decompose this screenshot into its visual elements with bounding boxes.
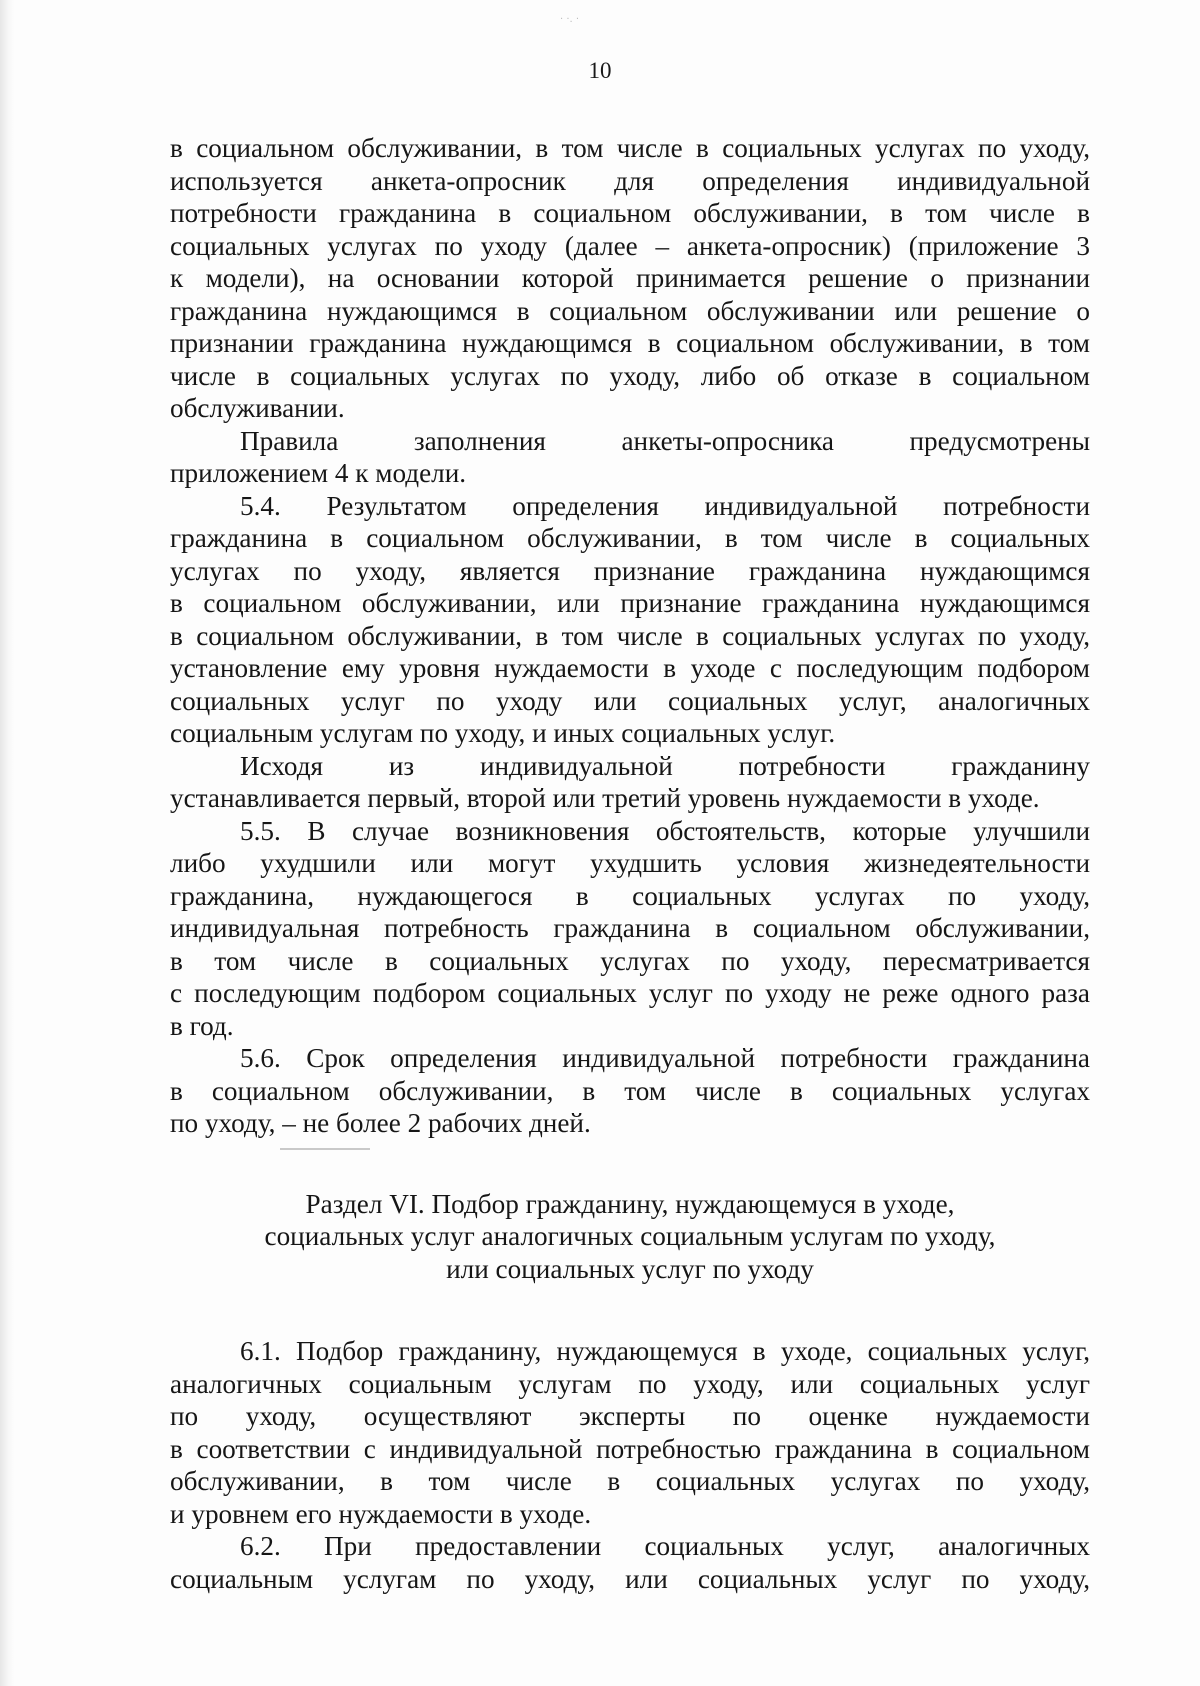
text-line: либо ухудшили или могут ухудшить условия жизнедеятельности [170,848,1090,878]
text-line: в соответствии с индивидуальной потребностью гражданина в социальном [170,1433,1090,1464]
scan-specks: · ·. · [560,14,580,25]
text-line: индивидуальная потребность гражданина в социальном обслуживании, [170,913,1090,943]
text-line: социальным услугам по уходу, и иных социальных услуг. [170,718,836,748]
paragraph-6-2 [170,1530,1090,1595]
text-line: используется анкета-опросник для определения индивидуальной [170,165,1090,196]
page-number: 10 [588,58,612,83]
text-line: гражданина, нуждающегося в социальных услугах по уходу, [170,880,1090,911]
text-line: услугах по уходу, является признание гражданина нуждающимся [170,555,1090,586]
text-line: социальным услугам по уходу, или социальных услуг по уходу, [170,1563,1090,1594]
scan-edge-shadow [0,0,14,1686]
heading-line: или социальных услуг по уходу [446,1253,814,1284]
scan-mark [280,1148,370,1150]
text-line: приложением 4 к модели. [170,458,467,488]
text-line: обслуживании. [170,393,345,423]
text-line: в год. [170,1010,234,1041]
paragraph-rules [170,425,1090,490]
text-line: числе в социальных услугах по уходу, либо об отказе в социальном [170,360,1090,391]
text-line: социальных услугах по уходу (далее – анкета-опросник) (приложение 3 [170,230,1090,261]
text-line: гражданина в социальном обслуживании, в том числе в социальных [170,523,1090,553]
heading-line: социальных услуг аналогичных социальным услугам по уходу, [264,1221,996,1251]
section-heading [170,1188,1090,1286]
text-line: 5.4. Результатом определения индивидуальной потребности [240,490,1090,521]
paragraph-continuation [170,132,1090,425]
text-line: потребности гражданина в социальном обслуживании, в том числе в [170,198,1090,228]
text-line: в социальном обслуживании, или признание гражданина нуждающимся [170,588,1090,618]
text-line: в социальном обслуживании, в том числе в социальных услугах [170,1075,1090,1106]
text-line: 6.1. Подбор гражданину, нуждающемуся в уходе, социальных услуг, [240,1336,1090,1366]
text-line: с последующим подбором социальных услуг по уходу не реже одного раза [170,978,1090,1008]
text-line: обслуживании, в том числе в социальных услугах по уходу, [170,1466,1090,1496]
text-line: социальных услуг по уходу или социальных услуг, аналогичных [170,685,1090,716]
text-line: признании гражданина нуждающимся в социальном обслуживании, в том [170,328,1090,358]
text-line: и уровнем его нуждаемости в уходе. [170,1498,592,1529]
text-line: 5.6. Срок определения индивидуальной потребности гражданина [240,1043,1090,1073]
text-line: по уходу, – не более 2 рабочих дней. [170,1108,591,1138]
text-line: в социальном обслуживании, в том числе в социальных услугах по уходу, [170,133,1090,163]
text-line: 6.2. При предоставлении социальных услуг, аналогичных [240,1531,1090,1561]
heading-line: Раздел VI. Подбор гражданину, нуждающемуся в уходе, [305,1188,955,1219]
text-line: Исходя из индивидуальной потребности гражданину [240,750,1090,781]
paragraph-level [170,750,1090,815]
text-line: 5.5. В случае возникновения обстоятельств, которые улучшили [240,815,1090,846]
text-line: в социальном обслуживании, в том числе в социальных услугах по уходу, [170,620,1090,651]
text-line: к модели), на основании которой принимается решение о признании [170,263,1090,293]
paragraph-6-1 [170,1335,1090,1530]
paragraph-5-4 [170,490,1090,750]
text-line: Правила заполнения анкеты-опросника предусмотрены [240,425,1090,456]
text-line: в том числе в социальных услугах по уходу, пересматривается [170,945,1090,976]
paragraph-5-5 [170,815,1090,1043]
text-line: устанавливается первый, второй или третий уровень нуждаемости в уходе. [170,783,1040,813]
text-line: по уходу, осуществляют эксперты по оценке нуждаемости [170,1401,1090,1431]
text-line: аналогичных социальным услугам по уходу, или социальных услуг [170,1368,1090,1399]
document-body [170,132,1090,1595]
text-line: гражданина нуждающимся в социальном обслуживании или решение о [170,295,1090,326]
paragraph-5-6 [170,1042,1090,1140]
text-line: установление ему уровня нуждаемости в уходе с последующим подбором [170,653,1090,683]
